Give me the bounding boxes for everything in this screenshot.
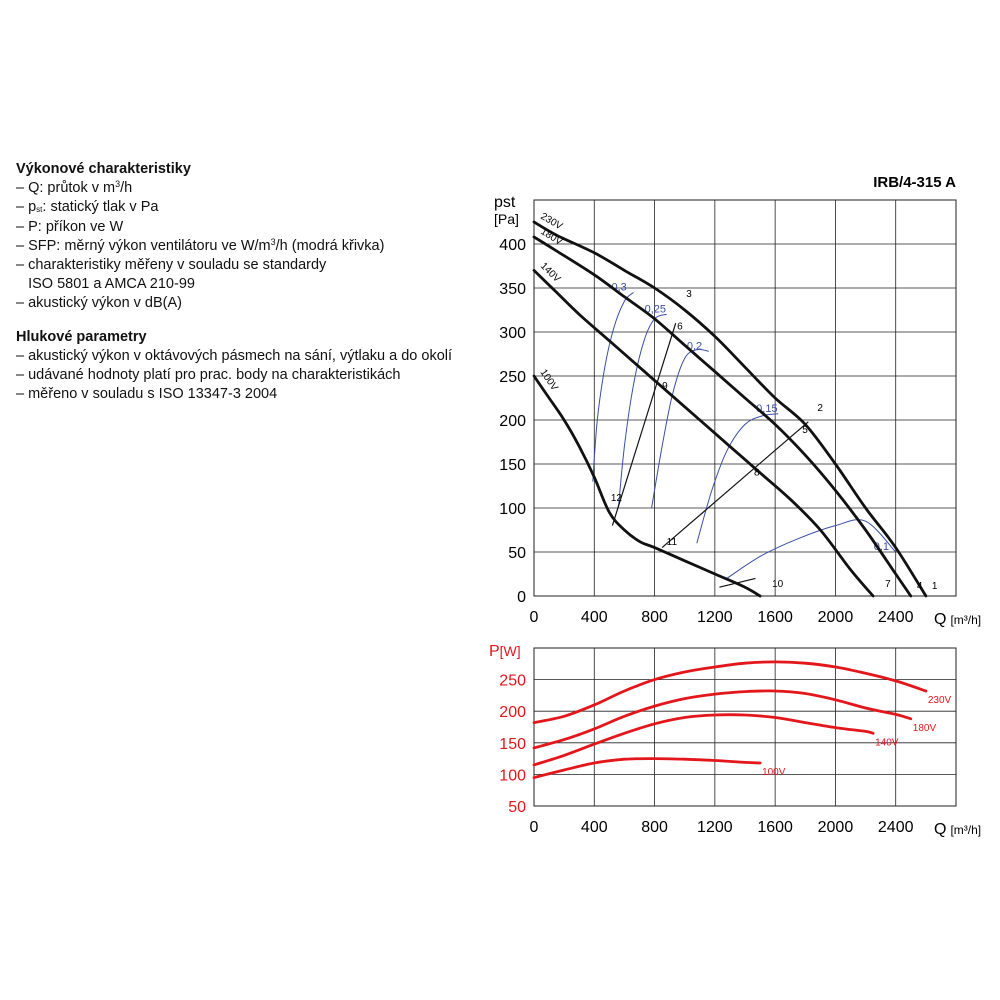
sfp-curve [593, 292, 634, 481]
power-axis-label [489, 643, 521, 660]
pressure-y-tick-label: 350 [499, 281, 526, 298]
operating-point-label: 10 [772, 579, 784, 591]
performance-item: – $p_{st}$: statický tlak v Pa [16, 199, 159, 216]
pressure-series [534, 211, 926, 596]
performance-item: – akustický výkon v dB(A) [16, 295, 182, 312]
power-x-tick-label: 1600 [757, 819, 793, 836]
operating-point-label: 2 [817, 403, 823, 415]
power-x-tick-label: 2400 [877, 819, 914, 836]
operating-point-label: 4 [916, 580, 923, 592]
fan-curve [534, 237, 911, 596]
noise-title: Hlukové parametry [16, 328, 147, 345]
power-curve-label: 180V [912, 722, 937, 734]
pressure-axis-unit: [Pa] [494, 211, 519, 227]
pressure-x-label: Q [934, 611, 947, 628]
fan-curve-label: 180V [538, 226, 565, 248]
power-y-label: P [489, 643, 500, 660]
power-y-tick-label: 50 [508, 799, 526, 816]
power-y-tick-label: 250 [499, 672, 526, 690]
system-curves [612, 323, 808, 587]
performance-item: – P: příkon ve W [16, 218, 124, 235]
sfp-curve-label: 0,25 [644, 303, 667, 316]
pressure-x-tick-label: 2000 [817, 609, 854, 626]
operating-point-label: 9 [662, 381, 668, 393]
power-curve [534, 715, 873, 765]
pressure-y-tick-label: 250 [499, 369, 526, 386]
operating-point-label: 8 [754, 467, 760, 479]
pressure-x-unit: [m³/h] [950, 613, 982, 627]
pressure-y-tick-label: 300 [499, 325, 526, 342]
power-curve-label: 140V [875, 737, 899, 749]
sfp-curve-label: 0,3 [611, 281, 627, 294]
sfp-curves [593, 281, 896, 578]
pressure-y-tick-label: 50 [508, 545, 526, 562]
operating-point-label: 3 [686, 288, 692, 300]
pressure-y-tick-label: 100 [499, 501, 526, 518]
pressure-x-tick-label: 400 [580, 609, 608, 626]
power-curve [534, 691, 911, 748]
power-x-axis-label [934, 821, 981, 838]
performance-item: ISO 5801 a AMCA 210-99 [16, 276, 195, 293]
power-y-unit: [W] [499, 643, 521, 659]
power-chart [489, 643, 981, 838]
power-curve-label: 100V [762, 767, 786, 779]
operating-point-label: 7 [885, 579, 891, 591]
performance-item: – charakteristiky měřeny v souladu se standardy [16, 257, 327, 274]
fan-curve-label: 230V [538, 211, 565, 233]
power-tick-labels [499, 673, 913, 836]
pressure-y-tick-label: 400 [499, 237, 526, 254]
power-y-tick-label: 200 [499, 704, 526, 722]
sfp-curve-label: 0,2 [686, 340, 703, 353]
operating-point-label: 5 [802, 425, 808, 437]
performance-item: – SFP: měrný výkon ventilátoru ve $W/m^3/h$ (modrá křivka) [16, 236, 385, 254]
fan-curve [534, 376, 760, 596]
sfp-curve-label: 0,15 [756, 402, 778, 415]
noise-item: – měřeno v souladu s ISO 13347-3 2004 [16, 386, 278, 403]
power-x-label: Q [934, 821, 947, 838]
pressure-x-tick-label: 1600 [757, 609, 793, 626]
pressure-y-tick-label: 0 [517, 589, 526, 606]
pressure-x-tick-label: 2400 [877, 609, 914, 626]
fan-curve-label: 100V [537, 367, 560, 393]
system-curve [662, 422, 808, 548]
operating-point-label: 12 [610, 492, 622, 504]
power-x-tick-label: 2000 [817, 819, 854, 836]
power-x-tick-label: 400 [580, 819, 608, 836]
operating-point-label: 6 [677, 321, 683, 333]
power-x-tick-label: 800 [641, 819, 668, 836]
performance-item: – Q: průtok v $m^3/h$ [16, 179, 133, 197]
operating-point-label: 11 [666, 536, 678, 548]
pressure-x-tick-label: 0 [529, 609, 539, 626]
power-y-tick-label: 150 [499, 735, 526, 753]
pressure-y-tick-label: 150 [499, 457, 526, 474]
pressure-axis-label: pst [494, 194, 516, 211]
power-y-tick-label: 100 [499, 767, 526, 785]
performance-title: Výkonové charakteristiky [16, 161, 191, 177]
fan-curve [534, 270, 873, 596]
power-x-tick-label: 1200 [697, 819, 733, 836]
fan-curve [534, 222, 926, 596]
noise-item: – udávané hodnoty platí pro prac. body na charakteristikách [16, 367, 401, 384]
pressure-x-tick-label: 1200 [697, 609, 733, 626]
noise-item: – akustický výkon v oktávových pásmech na sání, výtlaku a do okolí [16, 347, 453, 364]
power-x-tick-label: 0 [529, 819, 539, 836]
pressure-x-tick-label: 800 [641, 609, 668, 626]
pressure-chart [494, 174, 981, 628]
pressure-x-axis-label [934, 611, 981, 628]
sfp-curve [727, 520, 896, 579]
power-x-unit: [m³/h] [950, 823, 982, 837]
chart-title: IRB/4-315 A [873, 174, 956, 191]
power-curve-label: 230V [927, 694, 952, 706]
sfp-curve [618, 314, 666, 508]
fan-curve-label: 140V [537, 260, 563, 285]
operating-point-label: 1 [931, 580, 938, 592]
sfp-curve-label: 0,1 [873, 541, 890, 553]
pressure-y-tick-label: 200 [499, 413, 526, 430]
